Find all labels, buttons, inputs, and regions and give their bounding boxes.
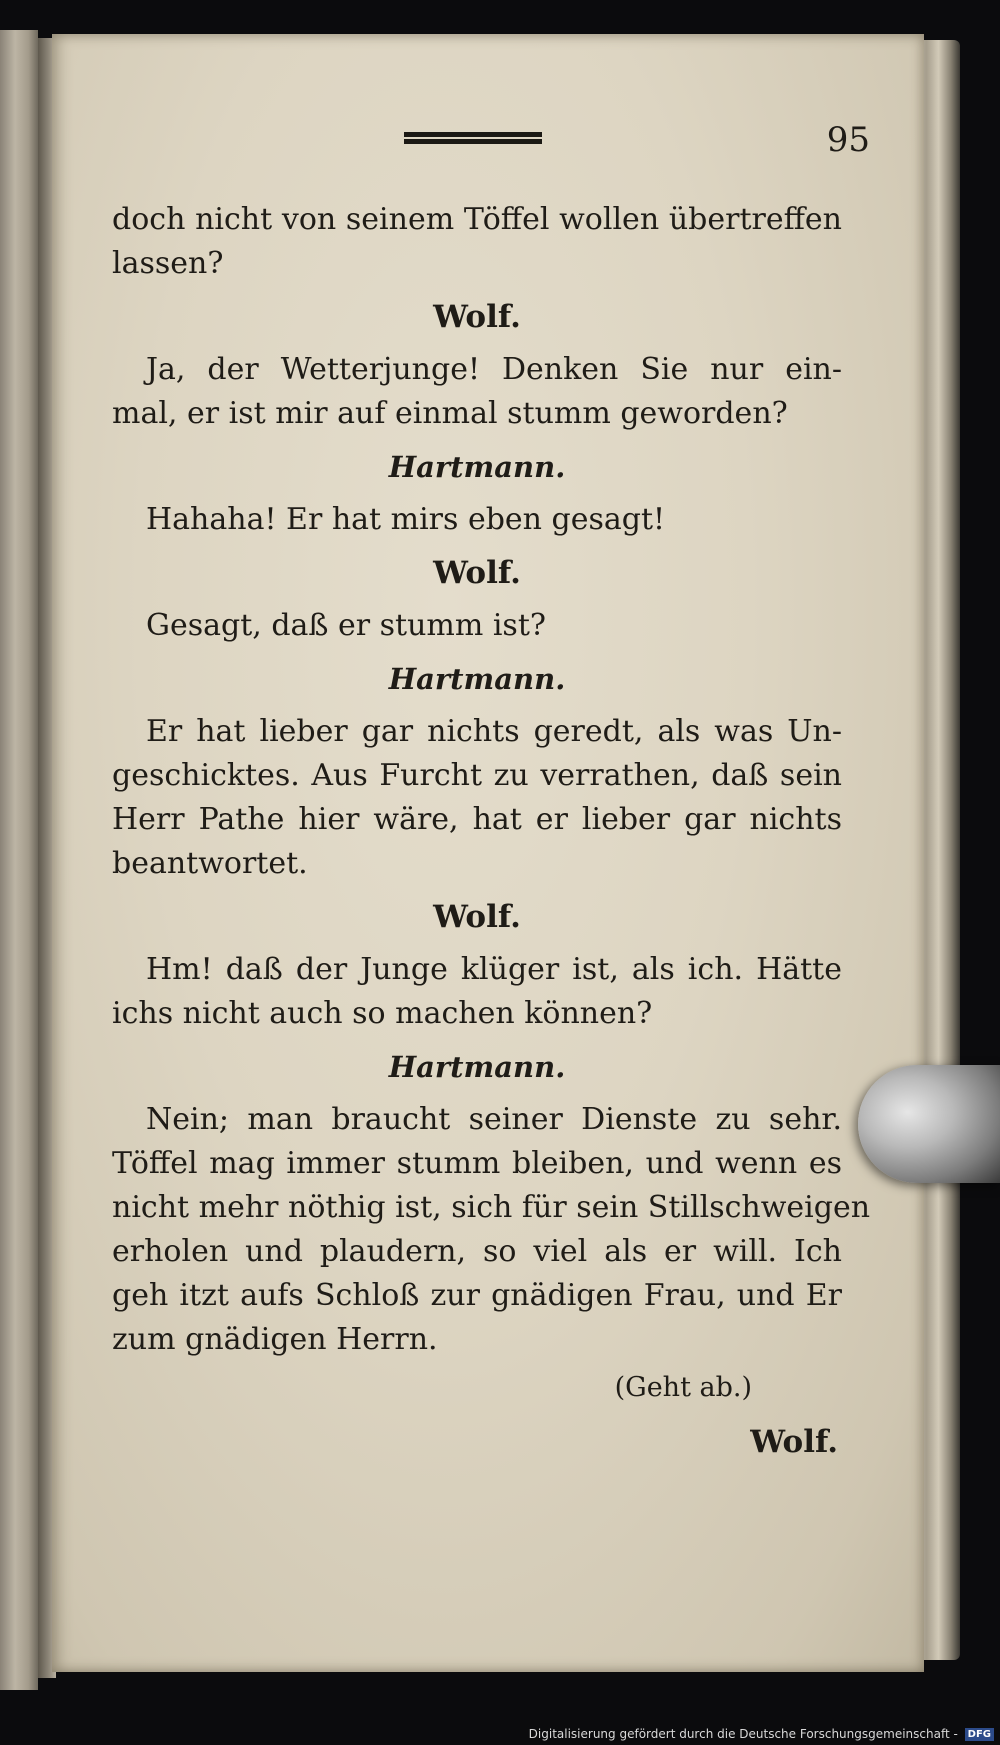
- credit-text: Digitalisierung gefördert durch die Deutsche Forschungsgemeinschaft -: [528, 1727, 958, 1741]
- page-number: 95: [826, 120, 870, 160]
- text-line: Nein; man braucht seiner Dienste zu sehr.: [146, 1102, 842, 1137]
- text-line: geschicktes. Aus Furcht zu verrathen, daß sein: [112, 758, 842, 793]
- speaker-name: Hartmann.: [388, 662, 566, 696]
- page-clip: [858, 1065, 1000, 1183]
- text-line: Gesagt, daß er stumm ist?: [146, 608, 546, 643]
- text-line: Hm! daß der Junge klüger ist, als ich. Hätte: [146, 952, 842, 987]
- dfg-logo: DFG: [965, 1728, 994, 1741]
- text-line: Er hat lieber gar nichts geredt, als was Un-: [146, 714, 842, 749]
- stage-direction: (Geht ab.): [614, 1372, 752, 1403]
- text-line: doch nicht von seinem Töffel wollen übertreffen: [112, 202, 842, 237]
- speaker-name: Wolf.: [433, 899, 521, 935]
- text-line: ichs nicht auch so machen können?: [112, 996, 653, 1031]
- speaker-name: Wolf.: [433, 299, 521, 335]
- text-line: Ja, der Wetterjunge! Denken Sie nur ein-: [146, 352, 842, 387]
- text-line: nicht mehr nöthig ist, sich für sein Stillschweigen: [112, 1190, 871, 1225]
- text-line: beantwortet.: [112, 846, 308, 881]
- header-rule: [404, 132, 542, 144]
- page-text: [112, 198, 871, 1470]
- text-line: geh itzt aufs Schloß zur gnädigen Frau, und Er: [112, 1278, 842, 1313]
- text-line: Töffel mag immer stumm bleiben, und wenn es: [112, 1146, 842, 1181]
- speaker-name: Hartmann.: [388, 450, 566, 484]
- text-line: mal, er ist mir auf einmal stumm geworden?: [112, 396, 788, 431]
- text-line: lassen?: [112, 246, 224, 281]
- text-line: erholen und plaudern, so viel als er will. Ich: [112, 1234, 842, 1269]
- text-line: Hahaha! Er hat mirs eben gesagt!: [146, 502, 666, 537]
- text-line: Herr Pathe hier wäre, hat er lieber gar nichts: [112, 802, 842, 837]
- speaker-name: Hartmann.: [388, 1050, 566, 1084]
- text-line: zum gnädigen Herrn.: [112, 1322, 438, 1357]
- previous-page-edge: [0, 30, 38, 1690]
- catchword: Wolf.: [750, 1424, 838, 1460]
- digitization-credit: [529, 1727, 994, 1741]
- speaker-name: Wolf.: [433, 555, 521, 591]
